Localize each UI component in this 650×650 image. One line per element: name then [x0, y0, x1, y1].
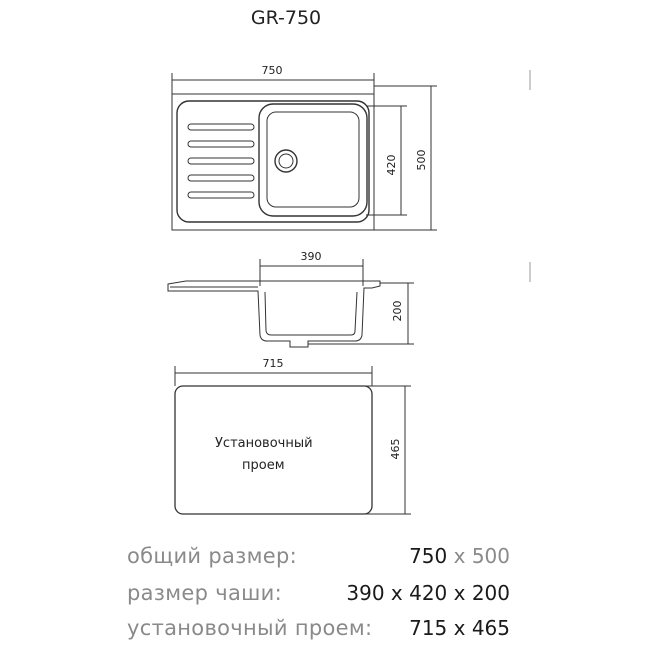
cutout-label-line1: Установочный — [215, 436, 313, 451]
model-title: GR-750 — [250, 7, 322, 29]
spec-overall-value — [409, 544, 510, 568]
drainboard-rib — [188, 124, 254, 130]
spec-bowl-label: размер чаши: — [127, 581, 282, 605]
bowl-inner — [267, 112, 359, 207]
drainboard-rib — [188, 175, 254, 181]
drainboard-rib — [188, 141, 254, 147]
bowl-width-dim-label: 390 — [300, 250, 322, 263]
side-view — [168, 259, 414, 347]
sink-outline — [172, 94, 374, 230]
spec-overall-width: 750 — [409, 544, 448, 568]
spec-overall — [0, 544, 650, 576]
cutout-label-line2: проем — [242, 458, 285, 473]
total-height-dim-label: 500 — [415, 149, 428, 171]
spec-overall-height: 500 — [471, 544, 510, 568]
depth-dim-label: 200 — [391, 300, 404, 322]
drain-inner — [279, 154, 293, 168]
spec-cutout-label: установочный проем: — [127, 616, 373, 640]
spec-bowl-value: 390 x 420 x 200 — [346, 581, 510, 605]
width-dim-label: 750 — [261, 64, 283, 77]
spec-overall-label: общий размер: — [127, 544, 297, 568]
bowl-inner-profile — [265, 292, 357, 335]
spec-bowl — [0, 581, 650, 613]
drainboard-rib — [188, 192, 254, 198]
drain-outer — [275, 150, 297, 172]
spec-cutout-value: 715 x 465 — [409, 616, 510, 640]
drainboard-rib — [188, 158, 254, 164]
sink-profile — [168, 281, 380, 347]
cutout-height-dim-label: 465 — [389, 438, 402, 460]
cutout-width-dim-label: 715 — [262, 357, 284, 370]
top-view — [172, 73, 437, 230]
bowl-height-dim-label: 420 — [385, 154, 398, 176]
spec-overall-sep: x — [453, 544, 466, 568]
sink-rim — [177, 101, 369, 222]
spec-cutout — [0, 616, 650, 648]
